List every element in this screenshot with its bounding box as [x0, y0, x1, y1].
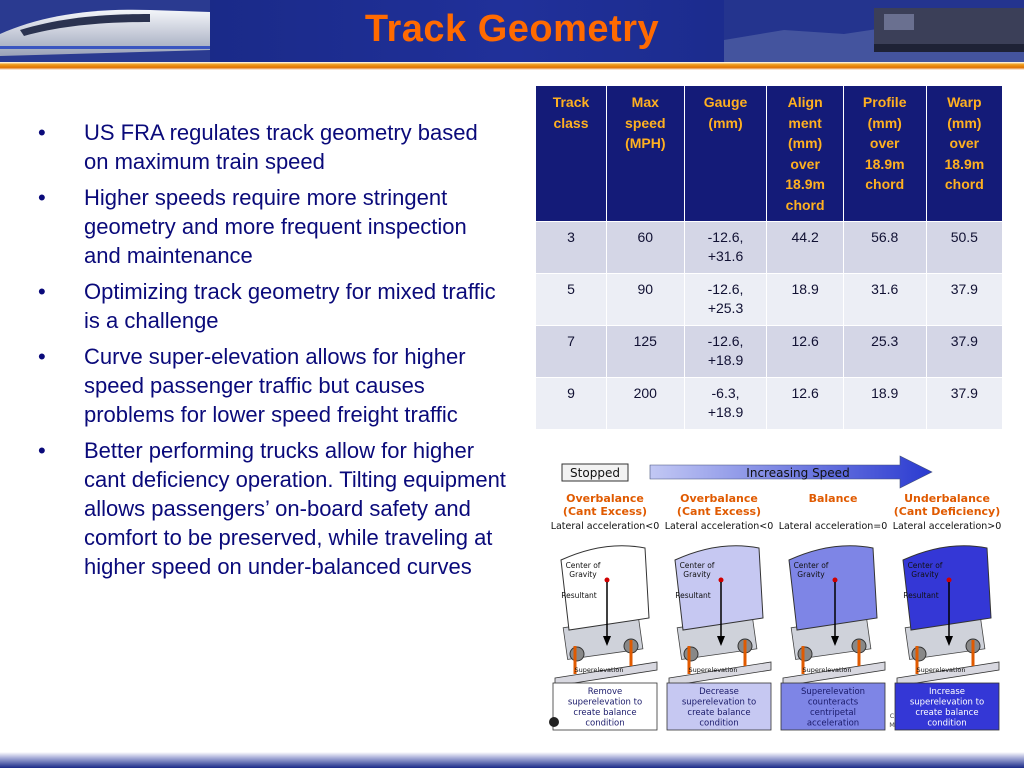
bullet-dot: •: [38, 344, 46, 369]
header-line: (mm): [867, 114, 902, 131]
table-cell: [684, 274, 767, 326]
caption-line: condition: [585, 718, 625, 729]
header-line: ment: [788, 114, 822, 131]
panel-heading: Overbalance: [680, 492, 758, 505]
panel-heading: (Cant Deficiency): [893, 505, 1001, 518]
header-line: Align: [787, 94, 823, 110]
table-cell: [684, 326, 767, 378]
table-cell: [536, 326, 607, 378]
cell-line: 60: [637, 229, 654, 245]
cog-label: Center of: [793, 561, 829, 570]
superelevation-label: Superelevation: [574, 666, 624, 674]
header-line: 18.9m: [785, 176, 825, 192]
table-cell: [606, 222, 684, 274]
table-cell: [843, 378, 926, 430]
footer-stripe: [0, 752, 1024, 768]
wheel: [570, 647, 584, 661]
table-header-cell: [926, 86, 1002, 222]
cell-line: -6.3,: [711, 385, 740, 401]
header-line: (mm): [708, 114, 743, 131]
cell-line: 25.3: [871, 333, 899, 349]
caption-line: superelevation to: [909, 697, 985, 708]
caption-line: condition: [927, 718, 967, 729]
panel-heading: Overbalance: [566, 492, 644, 505]
caption-line: acceleration: [806, 718, 860, 729]
table-cell: [926, 222, 1002, 274]
header-line: Profile: [862, 94, 907, 110]
car-body: [561, 546, 649, 630]
lateral-acceleration-label: Lateral acceleration<0: [664, 521, 774, 532]
header-line: 18.9m: [944, 155, 985, 172]
resultant-label: Resultant: [675, 591, 711, 600]
cell-line: 44.2: [791, 229, 819, 245]
table-row: [536, 222, 1003, 274]
cell-line: 50.5: [950, 229, 978, 245]
cell-line: 3: [567, 229, 575, 245]
caption-line: create balance: [687, 708, 751, 718]
stopped-label: Stopped: [570, 466, 620, 480]
cell-line: 90: [637, 281, 654, 297]
header-line: (mm): [947, 114, 982, 131]
superelevation-diagram: [540, 450, 1020, 740]
header-line: chord: [944, 176, 984, 192]
cog-label: Center of: [679, 561, 715, 570]
car-body: [903, 546, 991, 630]
cell-line: 5: [567, 281, 575, 297]
header-line: over: [949, 135, 980, 151]
cell-line: 200: [633, 385, 657, 401]
table-cell: [767, 274, 843, 326]
table-row: [536, 274, 1003, 326]
cog-label: Gravity: [683, 570, 711, 579]
cell-line: 12.6: [791, 333, 819, 349]
bullet-list: [38, 118, 508, 588]
resultant-label: Resultant: [903, 591, 939, 600]
header-line: class: [553, 114, 589, 131]
table-header-cell: [536, 86, 607, 222]
table-cell: [536, 274, 607, 326]
header-line: 18.9m: [864, 155, 905, 172]
header-line: Gauge: [703, 94, 748, 110]
table-cell: [684, 222, 767, 274]
superelevation-label: Superelevation: [916, 666, 966, 674]
center-of-gravity-dot: [947, 578, 952, 583]
bullet-item: [38, 342, 508, 429]
publisher-logo-icon: [549, 717, 559, 727]
header-line: speed: [625, 114, 666, 131]
diagram-panel: [665, 492, 774, 730]
table-header-row: [536, 86, 1003, 222]
panel-heading: (Cant Excess): [676, 505, 762, 518]
caption-line: centripetal: [809, 708, 857, 718]
header-line: (mm): [788, 135, 823, 151]
car-body: [789, 546, 877, 630]
table-cell: [606, 378, 684, 430]
table-header-cell: [684, 86, 767, 222]
table-cell: [843, 274, 926, 326]
caption-line: Remove: [587, 687, 623, 697]
bullet-text: Optimizing track geometry for mixed traffic is a challenge: [84, 279, 496, 333]
cell-line: -12.6,: [707, 229, 744, 245]
center-of-gravity-dot: [719, 578, 724, 583]
cell-line: 56.8: [871, 229, 899, 245]
table-header-cell: [606, 86, 684, 222]
table-cell: [536, 378, 607, 430]
table-cell: [606, 326, 684, 378]
caption-line: condition: [699, 718, 739, 729]
superelevation-label: Superelevation: [802, 666, 852, 674]
center-of-gravity-dot: [833, 578, 838, 583]
cell-line: +31.6: [707, 248, 744, 264]
panel-heading: (Cant Excess): [562, 505, 648, 518]
lateral-acceleration-label: Lateral acceleration=0: [778, 521, 888, 532]
table-cell: [536, 222, 607, 274]
bullet-item: [38, 436, 508, 581]
bullet-text: Better performing trucks allow for higher cant deficiency operation. Tilting equipment allows passengers’ on-board safety and comfort to be preserved, while traveling at higher speed on under-balanced curves: [84, 438, 506, 579]
bullet-text: US FRA regulates track geometry based on maximum train speed: [84, 120, 478, 174]
bullet-dot: •: [38, 279, 46, 304]
header-line: chord: [785, 196, 825, 213]
table-cell: [926, 378, 1002, 430]
cell-line: +18.9: [707, 352, 744, 368]
caption-line: Superelevation: [800, 687, 866, 697]
cell-line: 18.9: [871, 385, 899, 401]
caption-line: create balance: [573, 708, 637, 718]
cell-line: 37.9: [950, 385, 978, 401]
cell-line: +18.9: [707, 404, 744, 420]
car-body: [675, 546, 763, 630]
cog-label: Gravity: [911, 570, 939, 579]
cell-line: 18.9: [791, 281, 819, 297]
table-header-cell: [767, 86, 843, 222]
cell-line: 37.9: [950, 281, 978, 297]
diagram-panel: [779, 492, 888, 730]
table-cell: [843, 326, 926, 378]
header-line: Track: [552, 94, 590, 110]
header-line: Warp: [947, 94, 982, 110]
cell-line: +25.3: [707, 300, 744, 316]
bullet-item: [38, 183, 508, 270]
table-cell: [767, 222, 843, 274]
cell-line: 12.6: [791, 385, 819, 401]
table-cell: [767, 326, 843, 378]
cell-line: 31.6: [871, 281, 899, 297]
center-of-gravity-dot: [605, 578, 610, 583]
header-accent-stripe: [0, 62, 1024, 70]
panel-heading: Underbalance: [904, 492, 990, 505]
diagram-panel: [551, 492, 660, 730]
panel-heading: Balance: [808, 492, 858, 505]
cell-line: 7: [567, 333, 575, 349]
copyright-fragment: M: [889, 721, 895, 729]
cell-line: 37.9: [950, 333, 978, 349]
header-line: Max: [631, 94, 659, 110]
speed-arrow-label: Increasing Speed: [746, 466, 850, 480]
caption-line: Increase: [929, 687, 965, 697]
lateral-acceleration-label: Lateral acceleration<0: [550, 521, 660, 532]
table-header-cell: [843, 86, 926, 222]
table-cell: [926, 274, 1002, 326]
header-line: chord: [865, 176, 905, 192]
table-row: [536, 326, 1003, 378]
header-line: over: [790, 155, 820, 172]
caption-line: superelevation to: [681, 697, 757, 708]
caption-line: create balance: [915, 708, 979, 718]
table-cell: [684, 378, 767, 430]
header-banner: [0, 0, 1024, 62]
bullet-dot: •: [38, 438, 46, 463]
resultant-label: Resultant: [561, 591, 597, 600]
cog-label: Gravity: [569, 570, 597, 579]
caption-line: Decrease: [699, 687, 739, 697]
bullet-item: [38, 277, 508, 335]
caption-line: superelevation to: [567, 697, 643, 708]
table-cell: [767, 378, 843, 430]
bullet-dot: •: [38, 185, 46, 210]
table-cell: [606, 274, 684, 326]
bullet-item: [38, 118, 508, 176]
diagram-panel: [893, 492, 1002, 730]
cell-line: 125: [633, 333, 657, 349]
cell-line: -12.6,: [707, 281, 744, 297]
bullet-text: Higher speeds require more stringent geometry and more frequent inspection and maintenance: [84, 185, 467, 268]
bullet-dot: •: [38, 120, 46, 145]
cog-label: Gravity: [797, 570, 825, 579]
cell-line: -12.6,: [707, 333, 744, 349]
table-row: [536, 378, 1003, 430]
copyright-fragment: C: [889, 712, 895, 720]
cog-label: Center of: [565, 561, 601, 570]
bullet-text: Curve super-elevation allows for higher speed passenger traffic but causes problems for lower speed freight traffic: [84, 344, 466, 427]
lateral-acceleration-label: Lateral acceleration>0: [892, 521, 1002, 532]
cell-line: 9: [567, 385, 575, 401]
table-cell: [843, 222, 926, 274]
wheel: [912, 647, 926, 661]
table-cell: [926, 326, 1002, 378]
wheel: [684, 647, 698, 661]
caption-line: counteracts: [807, 697, 859, 708]
wheel: [798, 647, 812, 661]
header-line: over: [869, 135, 900, 151]
superelevation-label: Superelevation: [688, 666, 738, 674]
slide-title: Track Geometry: [364, 8, 660, 50]
track-geometry-table: [535, 85, 1003, 430]
header-line: (MPH): [625, 135, 666, 151]
cog-label: Center of: [907, 561, 943, 570]
